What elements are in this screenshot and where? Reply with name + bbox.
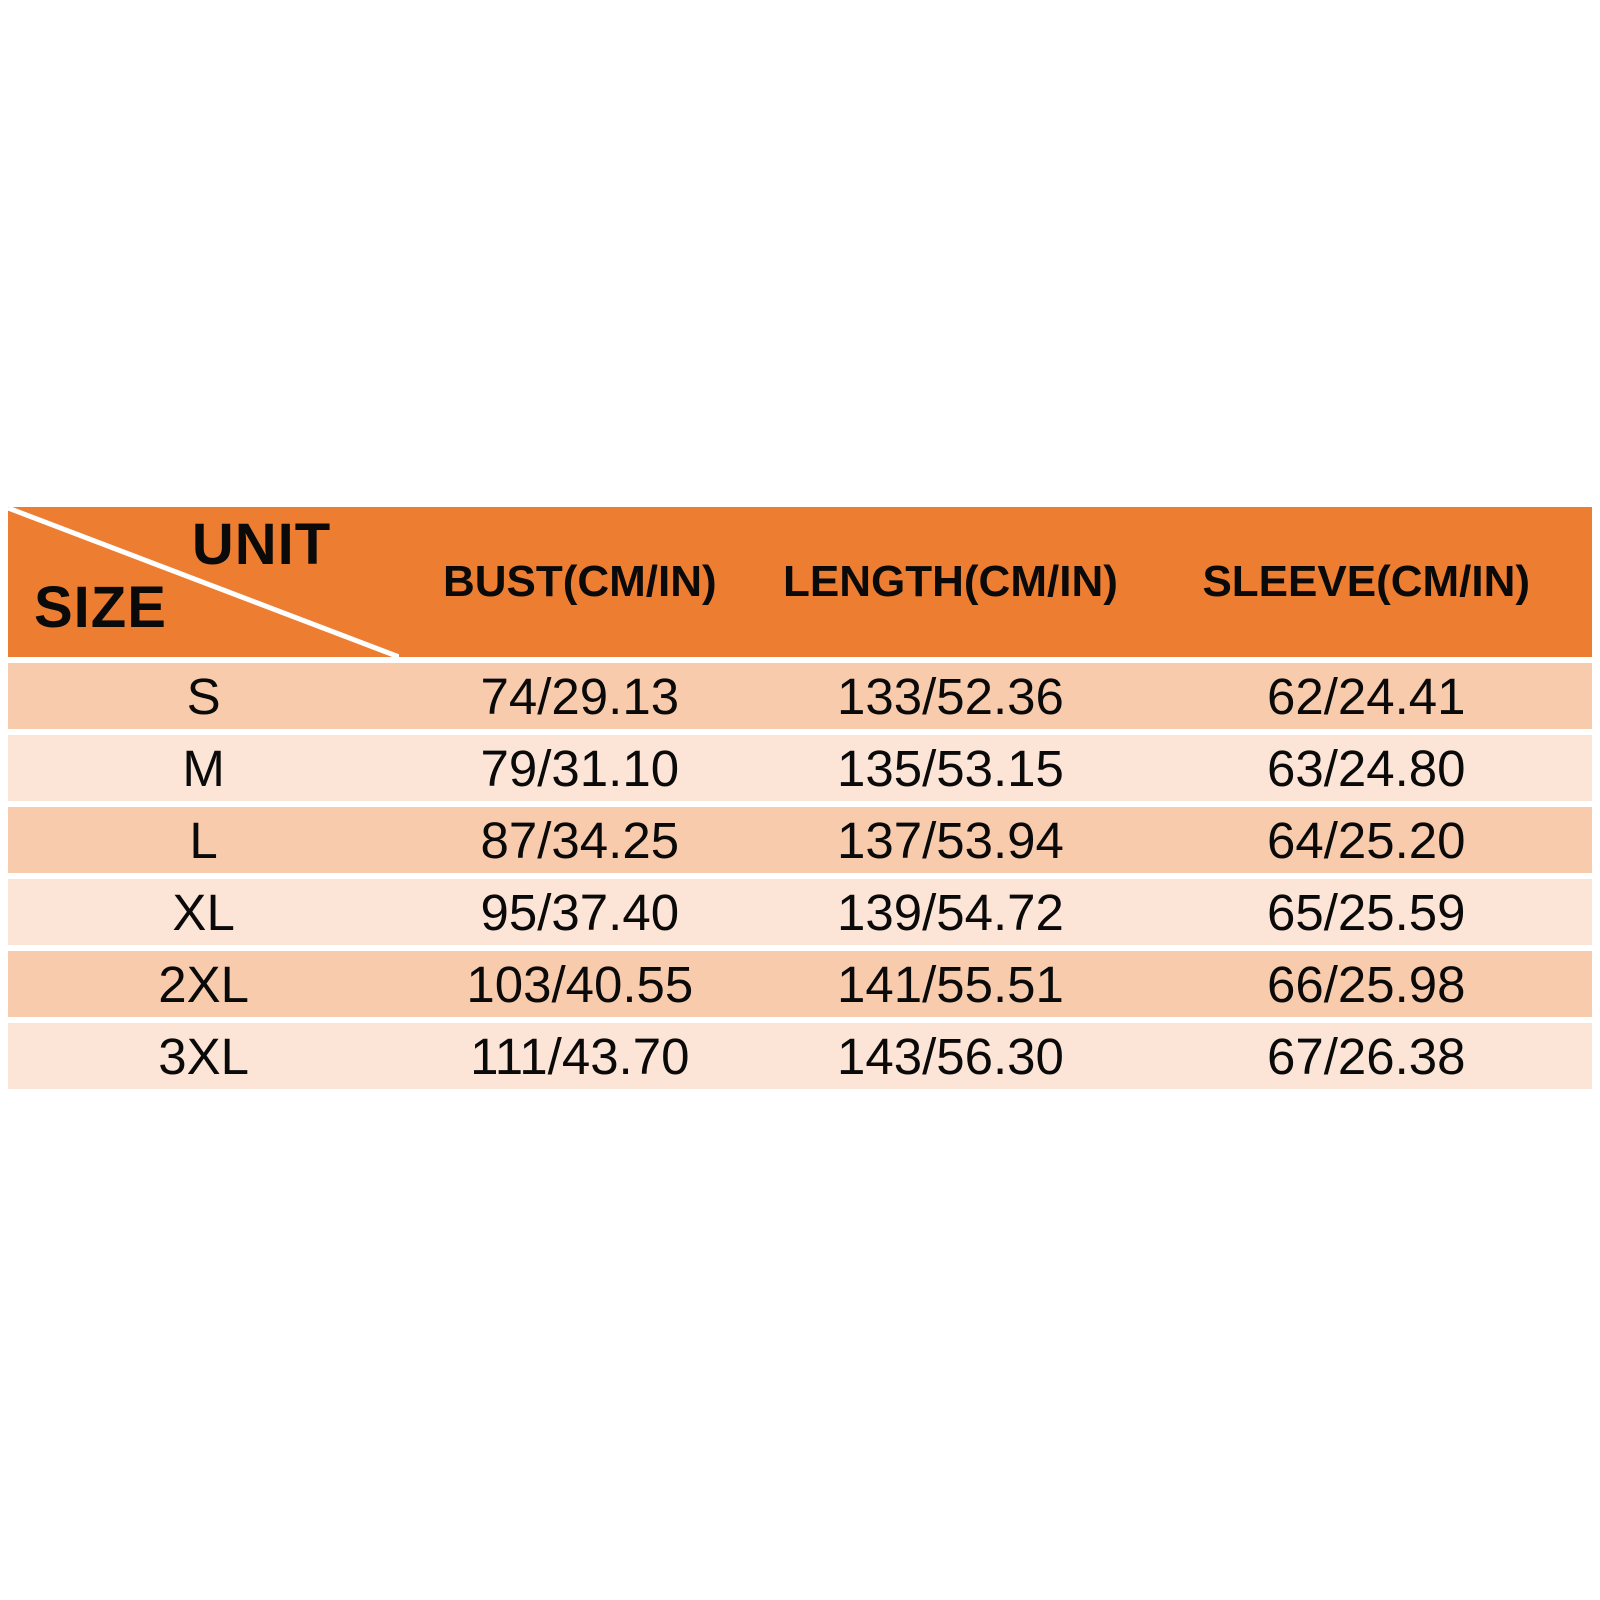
sleeve-cell: 64/25.20 <box>1266 811 1466 869</box>
table-row <box>8 735 1592 801</box>
length-cell: 133/52.36 <box>837 667 1064 725</box>
column-header-length: LENGTH(CM/IN) <box>783 557 1118 606</box>
sleeve-cell: 66/25.98 <box>1266 955 1466 1013</box>
size-cell: 2XL <box>158 955 249 1013</box>
bust-cell: 103/40.55 <box>466 955 694 1013</box>
table-row <box>8 663 1592 729</box>
bust-cell: 79/31.10 <box>480 739 680 797</box>
table-body <box>8 663 1592 1089</box>
sleeve-cell: 62/24.41 <box>1266 667 1466 725</box>
table-row <box>8 807 1592 873</box>
corner-cell <box>8 507 399 657</box>
length-cell: 137/53.94 <box>837 811 1064 869</box>
length-cell: 143/56.30 <box>837 1027 1064 1085</box>
size-cell: L <box>189 811 218 869</box>
table-row <box>8 879 1592 945</box>
column-header-sleeve: SLEEVE(CM/IN) <box>1202 557 1531 606</box>
size-cell: M <box>182 739 225 797</box>
length-cell: 141/55.51 <box>837 955 1064 1013</box>
size-cell: S <box>186 667 221 725</box>
bust-cell: 74/29.13 <box>480 667 680 725</box>
bust-cell: 87/34.25 <box>480 811 680 869</box>
column-header-bust: BUST(CM/IN) <box>442 557 717 606</box>
table-header <box>8 507 1592 657</box>
length-cell: 135/53.15 <box>837 739 1064 797</box>
bust-cell: 95/37.40 <box>480 883 680 941</box>
size-cell: 3XL <box>158 1027 249 1085</box>
table-row <box>8 1023 1592 1089</box>
size-chart-table <box>8 507 1592 1089</box>
length-cell: 139/54.72 <box>837 883 1064 941</box>
bust-cell: 111/43.70 <box>470 1027 690 1085</box>
size-label: SIZE <box>34 575 167 640</box>
sleeve-cell: 63/24.80 <box>1266 739 1466 797</box>
sleeve-cell: 67/26.38 <box>1266 1027 1466 1085</box>
size-cell: XL <box>172 883 235 941</box>
table-row <box>8 951 1592 1017</box>
sleeve-cell: 65/25.59 <box>1266 883 1466 941</box>
unit-label: UNIT <box>191 512 332 577</box>
